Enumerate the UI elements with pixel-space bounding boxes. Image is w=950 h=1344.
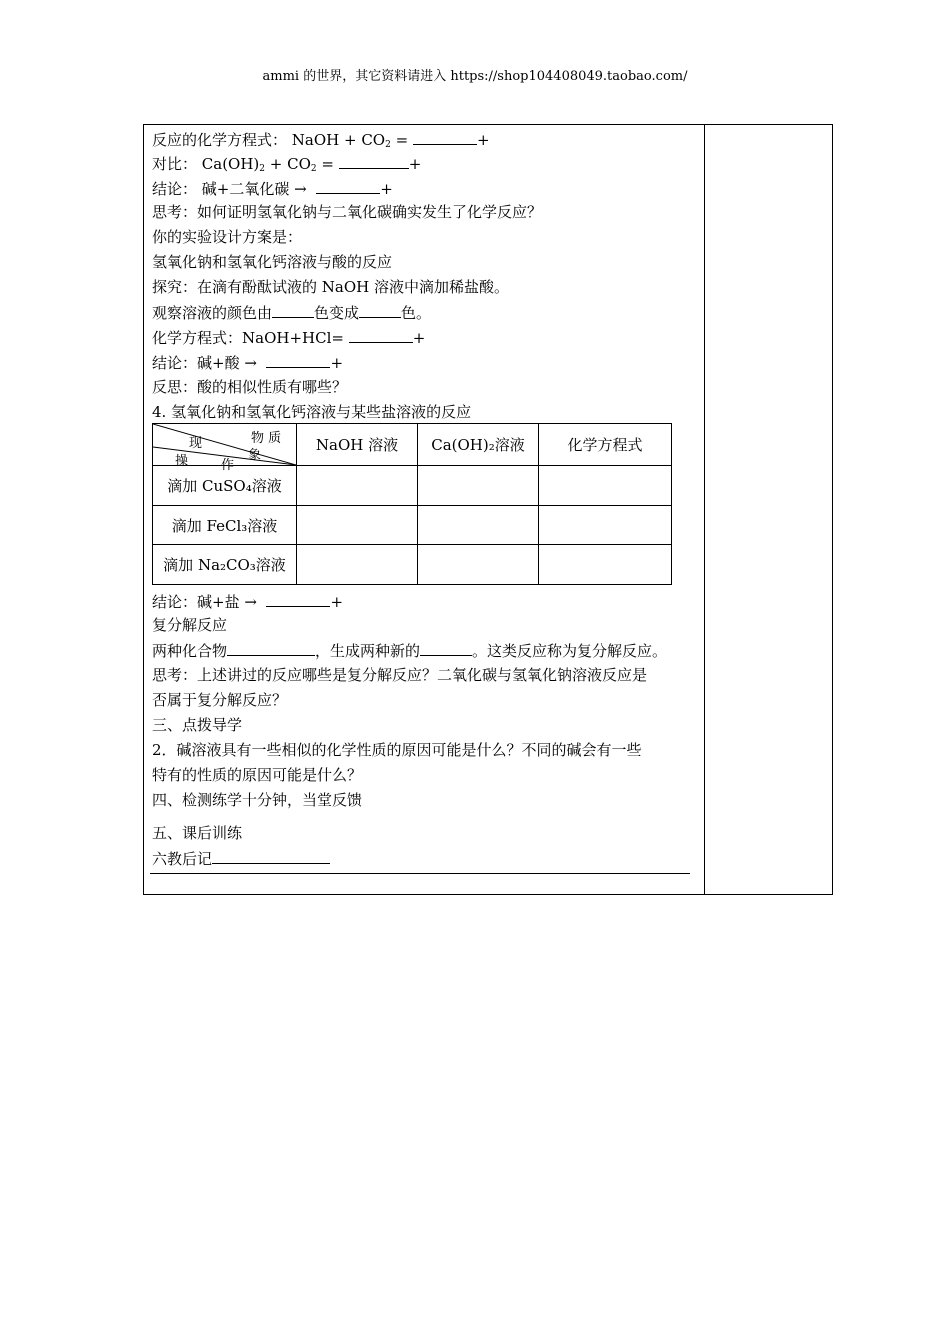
arrow-icon: → [244, 593, 257, 611]
corner-label-phenomenon: 现 [189, 436, 203, 451]
section-quiz: 四、检测练学十分钟，当堂反馈 [152, 791, 363, 809]
answer-cell[interactable] [418, 545, 539, 585]
arrow-icon: → [244, 354, 257, 372]
notes-column-divider [704, 125, 705, 894]
equation-naoh-hcl: 化学方程式：NaOH+HCl= + [152, 329, 426, 347]
section-guidance: 三、点拨导学 [152, 716, 243, 734]
blank-definition-2[interactable] [420, 641, 472, 656]
table-corner-cell [153, 424, 297, 473]
conclusion-base-co2: 结论： 碱+二氧化碳 → + [152, 180, 393, 198]
section-base-salt: 4. 氢氧化钠和氢氧化钙溶液与某些盐溶液的反应 [152, 403, 472, 421]
guidance-question: 2．碱溶液具有一些相似的化学性质的原因可能是什么？不同的碱会有一些 [152, 741, 642, 759]
blank-product-2[interactable] [339, 154, 409, 169]
section-double-decomposition: 复分解反应 [152, 616, 228, 634]
conclusion-base-acid: 结论：碱+酸 → + [152, 354, 344, 372]
column-header: 化学方程式 [539, 424, 672, 466]
corner-label-substance: 物 质 [251, 431, 282, 446]
guidance-question-cont: 特有的性质的原因可能是什么？ [152, 766, 363, 784]
reaction-table [152, 423, 672, 585]
row-header: 滴加 Na₂CO₃溶液 [153, 545, 297, 585]
answer-cell[interactable] [539, 545, 672, 585]
table-row [153, 545, 672, 585]
corner-label-xiang: 象 [248, 448, 262, 463]
answer-cell[interactable] [418, 466, 539, 506]
equation-naoh-co2: 反应的化学方程式： NaOH + $CO_2$ = + [152, 131, 490, 150]
blank-product-4[interactable] [349, 328, 413, 343]
reflection-question: 反思：酸的相似性质有哪些？ [152, 378, 348, 396]
thinking-question-2: 思考：上述讲过的反应哪些是复分解反应？二氧化碳与氢氧化钠溶液反应是 [152, 666, 648, 684]
blank-definition-1[interactable] [227, 641, 315, 656]
corner-label-zuo: 作 [221, 458, 235, 473]
table-row [153, 506, 672, 545]
blank-product-5[interactable] [266, 353, 330, 368]
page-header: ammi 的世界，其它资料请进入 https://shop104408049.taobao.com/ [262, 69, 688, 84]
definition-double-decomposition: 两种化合物 ，生成两种新的 。这类反应称为复分解反应。 [152, 642, 668, 660]
teaching-notes-blank[interactable] [212, 849, 330, 864]
thinking-question-1: 思考：如何证明氢氧化钠与二氧化碳确实发生了化学反应？ [152, 203, 543, 221]
conclusion-base-salt: 结论：碱+盐 → + [152, 593, 344, 611]
answer-cell[interactable] [297, 466, 418, 506]
blank-color-to[interactable] [359, 303, 401, 318]
column-header: NaOH 溶液 [297, 424, 418, 466]
explore-text: 探究：在滴有酚酞试液的 NaOH 溶液中滴加稀盐酸。 [152, 278, 509, 296]
blank-product-3[interactable] [316, 179, 380, 194]
section-base-acid: 氢氧化钠和氢氧化钙溶液与酸的反应 [152, 253, 393, 271]
answer-cell[interactable] [297, 506, 418, 545]
answer-cell[interactable] [539, 506, 672, 545]
design-plan-label: 你的实验设计方案是： [152, 228, 303, 246]
arrow-icon: → [294, 180, 307, 198]
answer-cell[interactable] [297, 545, 418, 585]
column-header: Ca(OH)₂溶液 [418, 424, 539, 466]
row-header: 滴加 CuSO₄溶液 [153, 466, 297, 506]
thinking-question-2-cont: 否属于复分解反应？ [152, 691, 288, 709]
equation-caoh2-co2: 对比： $Ca(OH)_2 + CO_2$ = + [152, 155, 422, 174]
observe-color: 观察溶液的颜色由 色变成 色。 [152, 304, 432, 322]
answer-cell[interactable] [418, 506, 539, 545]
row-header: 滴加 FeCl₃溶液 [153, 506, 297, 545]
blank-product-1[interactable] [413, 130, 477, 145]
blank-color-from[interactable] [272, 303, 314, 318]
blank-product-6[interactable] [266, 592, 330, 607]
answer-cell[interactable] [539, 466, 672, 506]
corner-label-operation: 操 [175, 454, 189, 469]
bottom-rule [150, 873, 690, 874]
teaching-notes: 六教后记 [152, 849, 330, 868]
section-homework: 五、课后训练 [152, 824, 243, 842]
